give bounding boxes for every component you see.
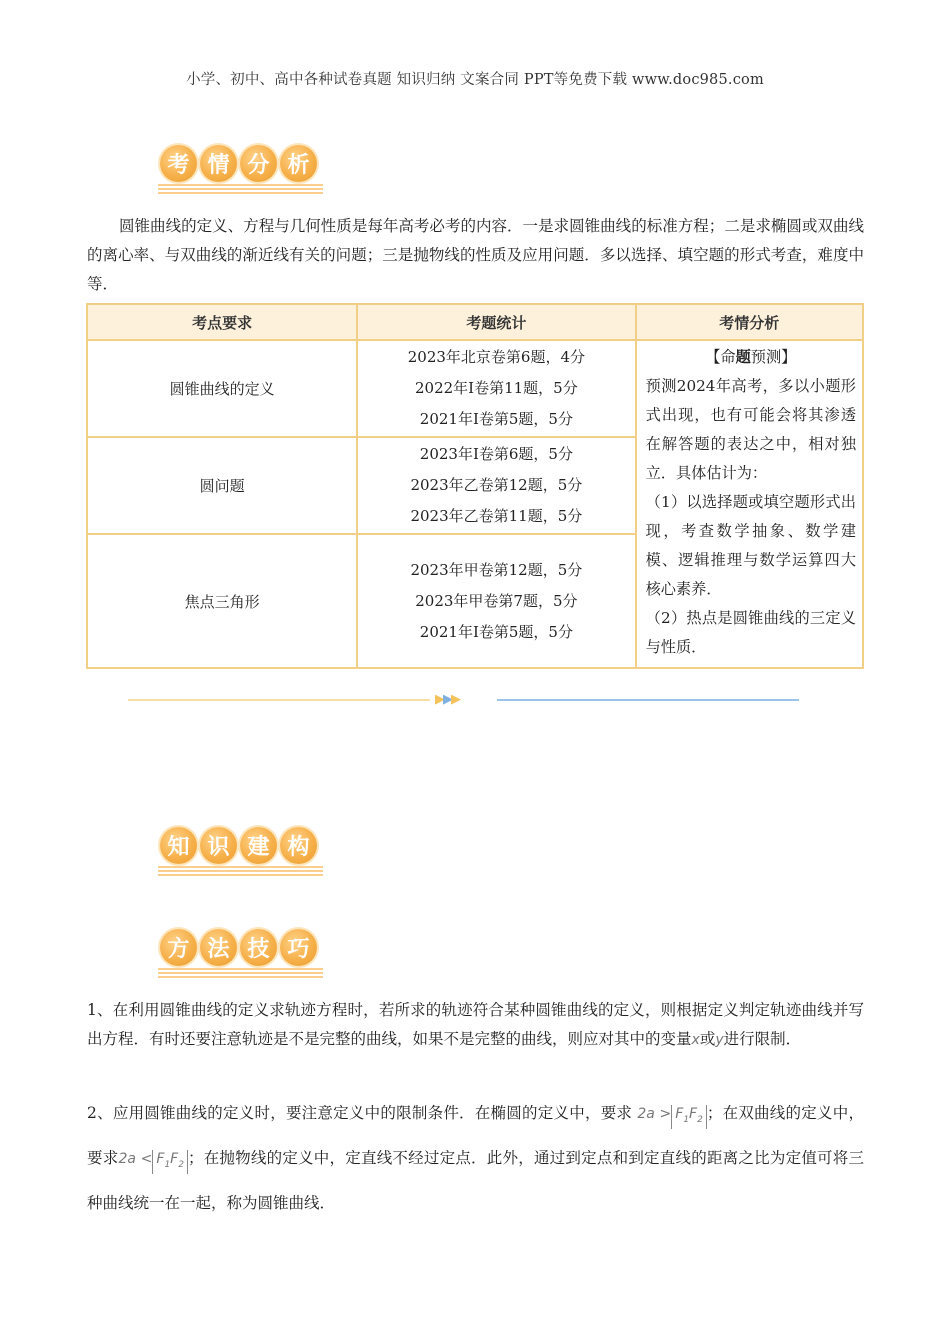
analysis-p2: （1）以选择题或填空题形式出现，考查数学抽象、数学建模、逻辑推理与数学运算四大核心素养． bbox=[645, 493, 856, 598]
or-text: 或 bbox=[699, 1030, 716, 1048]
analysis-cell bbox=[636, 340, 863, 668]
section-badge-char: 巧 bbox=[280, 929, 317, 966]
tip-1-text: 1、在利用圆锥曲线的定义求轨迹方程时，若所求的轨迹符合某种圆锥曲线的定义，则根据定义判定轨迹曲线并写出方程．有时还要注意轨迹是不是完整的曲线，如果不是完整的曲线，则应对其中的变量 bbox=[87, 1001, 864, 1048]
tip-2-text-b: ；在双曲线的定义中，要求 bbox=[87, 1104, 864, 1167]
tip-2 bbox=[87, 1091, 864, 1225]
stats-cell bbox=[357, 340, 635, 437]
analysis-tag-bold: 题 bbox=[735, 348, 751, 366]
table-row bbox=[87, 340, 863, 437]
stat-item: 2023年乙卷第11题，5分 bbox=[410, 507, 583, 525]
section-badge-char: 情 bbox=[200, 145, 237, 182]
f2: F bbox=[689, 1106, 698, 1122]
section-badge-char: 构 bbox=[280, 827, 317, 864]
section-badge-char: 方 bbox=[160, 929, 197, 966]
sub2: 2 bbox=[697, 1114, 703, 1125]
topic-cell: 圆问题 bbox=[87, 437, 357, 534]
sub1: 1 bbox=[164, 1159, 171, 1170]
f2: F bbox=[170, 1151, 179, 1167]
analysis-tag-left: 【命 bbox=[705, 348, 736, 366]
section-badge-char: 识 bbox=[200, 827, 237, 864]
section-badge-char: 法 bbox=[200, 929, 237, 966]
stats-cell bbox=[357, 437, 635, 534]
analysis-tag-right: 预测】 bbox=[750, 348, 797, 366]
section-badge-char: 析 bbox=[280, 145, 317, 182]
analysis-p3: （2）热点是圆锥曲线的三定义与性质． bbox=[645, 609, 856, 656]
tip-1-end: 进行限制． bbox=[723, 1030, 802, 1048]
section-title-zhishi bbox=[160, 827, 317, 864]
analysis-p1: 预测2024年高考，多以小题形式出现，也有可能会将其渗透在解答题的表达之中，相对独立．具体估计为： bbox=[645, 377, 856, 482]
section-badge-char: 分 bbox=[240, 145, 277, 182]
table-header-row bbox=[87, 304, 863, 340]
stat-item: 2021年I卷第5题，5分 bbox=[419, 410, 573, 428]
analysis-tag bbox=[646, 343, 856, 372]
section-title-fangfa bbox=[160, 929, 317, 966]
ellipse-cond-lhs: 2a > bbox=[637, 1106, 672, 1122]
var-x: x bbox=[691, 1032, 700, 1048]
stat-item: 2023年乙卷第12题，5分 bbox=[410, 476, 583, 494]
stat-item: 2023年I卷第6题，5分 bbox=[419, 445, 573, 463]
table-header: 考点要求 bbox=[87, 304, 357, 340]
topic-cell: 焦点三角形 bbox=[87, 534, 357, 668]
intro-paragraph: 圆锥曲线的定义、方程与几何性质是每年高考必考的内容．一是求圆锥曲线的标准方程；二是求椭圆或双曲线的离心率、与双曲线的渐近线有关的问题；三是抛物线的性质及应用问题．多以选择、填空题的形式考查，难度中等． bbox=[87, 217, 864, 293]
hyperbola-cond-lhs: 2a < bbox=[118, 1151, 153, 1167]
page-header: 小学、初中、高中各种试卷真题 知识归纳 文案合同 PPT等免费下载 www.doc985.com bbox=[186, 72, 764, 88]
section-badge-char: 建 bbox=[240, 827, 277, 864]
stat-item: 2023年甲卷第7题，5分 bbox=[415, 591, 578, 610]
tip-1 bbox=[87, 996, 864, 1055]
stats-cell bbox=[357, 534, 635, 668]
sub1: 1 bbox=[683, 1114, 690, 1125]
stat-item: 2021年I卷第5题，5分 bbox=[419, 622, 573, 641]
divider-arrows-icon: ▶▶▶ bbox=[435, 692, 459, 707]
table-header: 考题统计 bbox=[357, 304, 635, 340]
section-underline bbox=[158, 184, 323, 196]
sub2: 2 bbox=[178, 1159, 184, 1170]
section-badge-char: 知 bbox=[160, 827, 197, 864]
section-underline bbox=[158, 968, 323, 980]
f1: F bbox=[675, 1106, 684, 1122]
var-y: y bbox=[715, 1032, 724, 1048]
stat-item: 2023年北京卷第6题，4分 bbox=[407, 348, 585, 366]
section-underline bbox=[158, 866, 323, 878]
section-badge-char: 技 bbox=[240, 929, 277, 966]
tip-2-text-a: 2、应用圆锥曲线的定义时，要注意定义中的限制条件．在椭圆的定义中，要求 bbox=[87, 1104, 633, 1122]
stat-item: 2023年甲卷第12题，5分 bbox=[410, 560, 583, 579]
exam-analysis-table bbox=[86, 303, 864, 669]
f1: F bbox=[156, 1151, 165, 1167]
focal-distance bbox=[152, 1150, 188, 1174]
topic-cell: 圆锥曲线的定义 bbox=[87, 340, 357, 437]
tip-2-text-c: ；在抛物线的定义中，定直线不经过定点．此外，通过到定点和到定直线的距离之比为定值可将三种曲线统一在一起，称为圆锥曲线． bbox=[87, 1149, 864, 1212]
focal-distance bbox=[671, 1105, 707, 1129]
divider-right bbox=[497, 699, 799, 701]
divider-left bbox=[128, 699, 430, 701]
hyperbola-condition bbox=[118, 1151, 188, 1170]
ellipse-condition bbox=[637, 1106, 707, 1125]
section-title-kaoqing bbox=[160, 145, 317, 182]
section-badge-char: 考 bbox=[160, 145, 197, 182]
table-header: 考情分析 bbox=[636, 304, 863, 340]
stat-item: 2022年I卷第11题，5分 bbox=[415, 379, 578, 397]
